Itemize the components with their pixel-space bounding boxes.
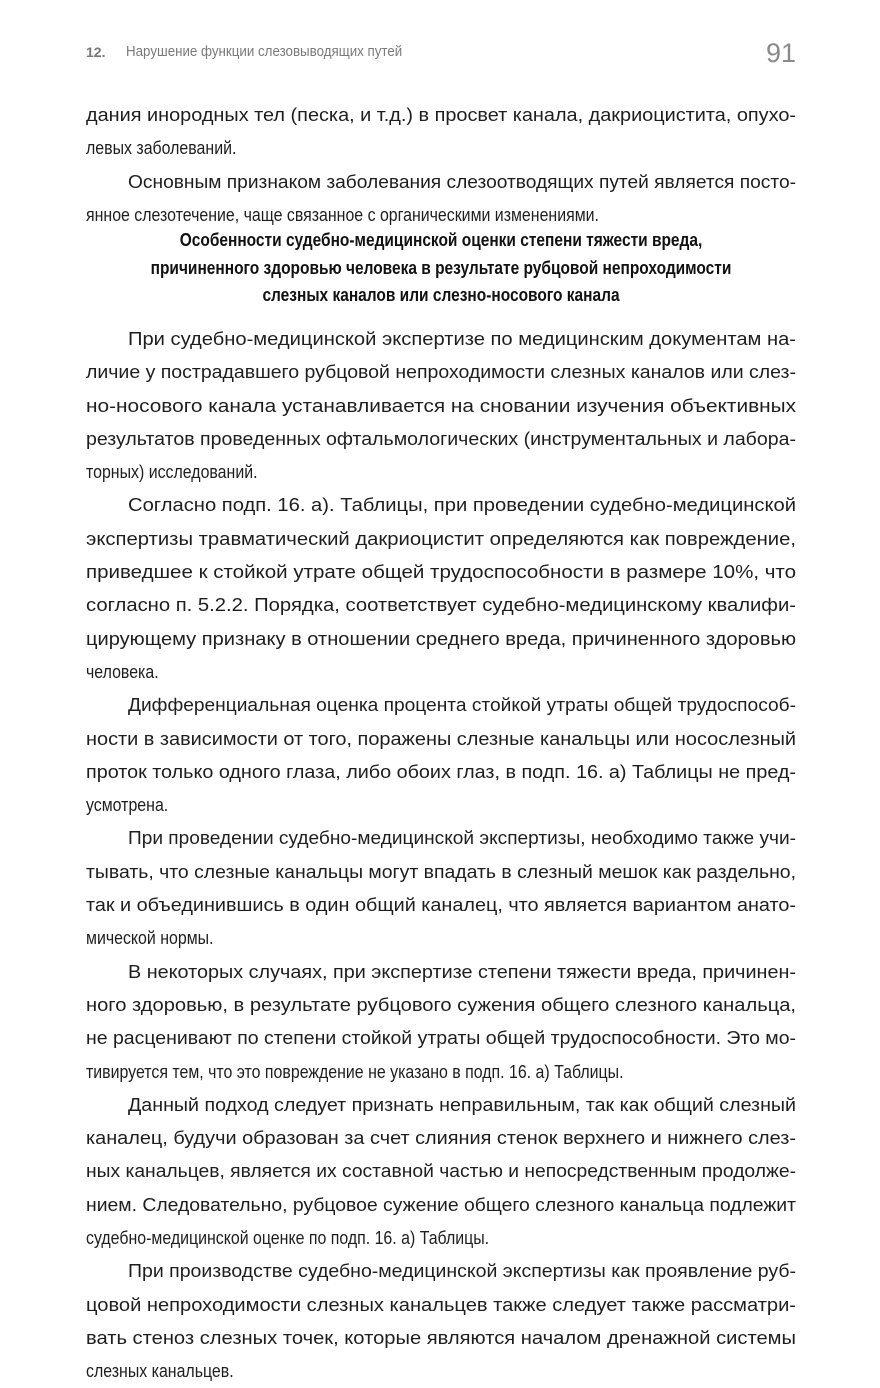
text-line: мической нормы. [86, 927, 214, 949]
text-line: приведшее к стойкой утрате общей трудоспособности в размере 10%, что [86, 561, 796, 583]
text-line: нием. Следовательно, рубцовое сужение общего слезного канальца подлежит [86, 1193, 796, 1215]
text-line: Основным признаком заболевания слезоотводящих путей является посто- [128, 170, 796, 192]
heading-line: Особенности судебно-медицинской оценки степени тяжести вреда, [179, 230, 703, 250]
page-number: 91 [765, 38, 796, 68]
text-line: левых заболеваний. [86, 137, 237, 159]
intro-text [86, 98, 796, 231]
text-line: не расценивают по степени стойкой утраты общей трудоспособности. Это мо- [86, 1027, 796, 1049]
text-line: цовой непроходимости слезных канальцев также следует также рассматри- [86, 1293, 796, 1315]
text-line: экспертизы травматический дакриоцистит определяются как повреждение, [86, 527, 796, 549]
text-line: так и объединившись в один общий каналец, что является вариантом анато- [86, 894, 796, 916]
text-line: При судебно-медицинской экспертизе по медицинским документам на- [128, 328, 796, 349]
text-line: тывать, что слезные канальцы могут впадать в слезный мешок как раздельно, [86, 860, 796, 882]
text-line: Данный подход следует признать неправильным, так как общий слезный [128, 1093, 796, 1115]
heading-line: причиненного здоровью человека в результате рубцовой непроходимости [150, 257, 732, 278]
text-line: При производстве судебно-медицинской экспертизы как проявление руб- [128, 1260, 796, 1282]
text-line: усмотрена. [86, 794, 169, 816]
text-line: торных) исследований. [86, 461, 258, 483]
text-line: личие у пострадавшего рубцовой непроходимости слезных каналов или слез- [86, 361, 796, 383]
heading-line: слезных каналов или слезно-носового канала [262, 285, 620, 305]
text-line: При проведении судебно-медицинской экспертизы, необходимо также учи- [128, 827, 796, 849]
text-line: судебно-медицинской оценке по подп. 16. а) Таблицы. [86, 1227, 490, 1249]
chapter-title: Нарушение функции слезовыводящих путей [126, 44, 403, 60]
text-line: проток только одного глаза, либо обоих глаз, в подп. 16. а) Таблицы не пред- [86, 760, 796, 782]
text-line: человека. [86, 660, 159, 682]
running-head [86, 38, 796, 72]
text-line: ных канальцев, является их составной частью и непосредственным продолже- [86, 1160, 796, 1182]
text-line: ности в зависимости от того, поражены слезные канальцы или носослезный [86, 727, 797, 749]
text-line: результатов проведенных офтальмологических (инструментальных и лабора- [86, 427, 797, 449]
text-line: ного здоровью, в результате рубцового сужения общего слезного канальца, [86, 993, 796, 1015]
text-line: но-носового канала устанавливается на сновании изучения объективных [86, 394, 796, 416]
text-line: цирующему признаку в отношении среднего вреда, причиненного здоровью [86, 627, 796, 649]
text-line: тивируется тем, что это повреждение не указано в подп. 16. а) Таблицы. [86, 1060, 624, 1082]
main-text [86, 322, 796, 1388]
text-line: янное слезотечение, чаще связанное с органическими изменениями. [86, 203, 599, 225]
text-line: слезных канальцев. [86, 1360, 234, 1382]
text-line: согласно п. 5.2.2. Порядка, соответствует судебно-медицинскому квалифи- [86, 594, 796, 616]
text-line: Дифференциальная оценка процента стойкой утраты общей трудоспособ- [128, 694, 796, 716]
section-heading [86, 227, 796, 310]
text-line: В некоторых случаях, при экспертизе степени тяжести вреда, причинен- [128, 960, 796, 982]
text-line: Согласно подп. 16. а). Таблицы, при проведении судебно-медицинской [128, 494, 796, 516]
chapter-number: 12. [86, 44, 106, 60]
text-line: вать стеноз слезных точек, которые являются началом дренажной системы [86, 1326, 796, 1348]
text-line: дания инородных тел (песка, и т.д.) в просвет канала, дакриоцистита, опухо- [86, 104, 796, 125]
text-line: каналец, будучи образован за счет слияния стенок верхнего и нижнего слез- [86, 1127, 796, 1149]
